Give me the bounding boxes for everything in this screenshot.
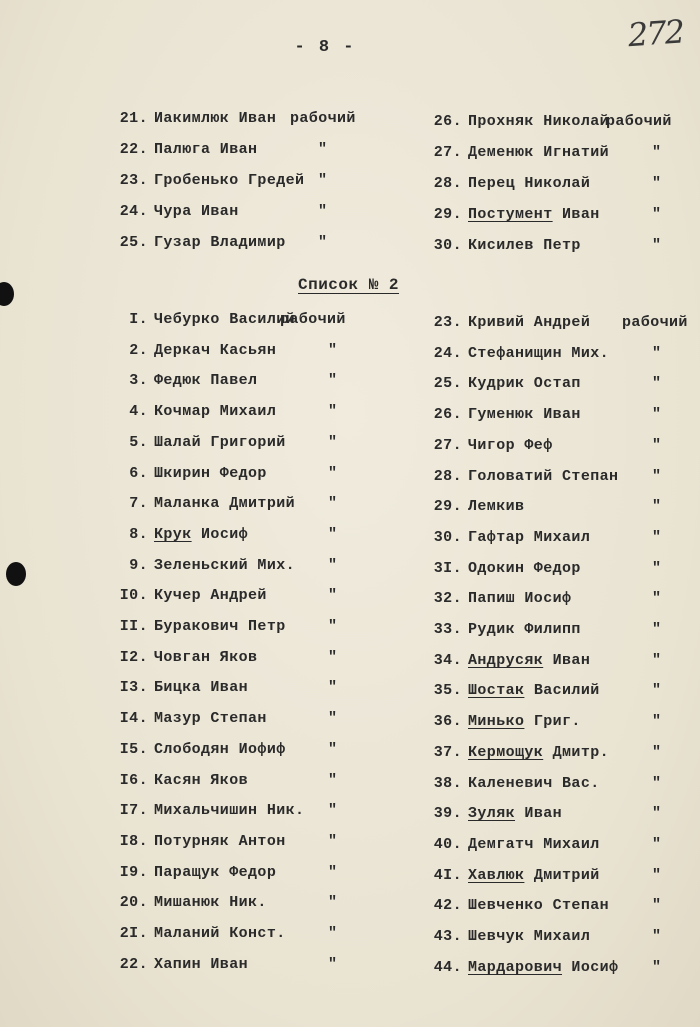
person-name: Шевченко Степан xyxy=(468,897,610,915)
item-number: I7. xyxy=(119,802,148,820)
list-item xyxy=(428,237,698,257)
underlined-surname: Крук xyxy=(154,525,192,543)
list-item xyxy=(428,345,698,365)
item-number: 9. xyxy=(129,556,148,574)
item-number: 35. xyxy=(433,682,462,700)
person-name: Маланий Конст. xyxy=(154,925,286,942)
occupation: " xyxy=(652,175,662,192)
person-name: Кривий Андрей xyxy=(468,314,591,331)
person-name: Иакимлюк Иван xyxy=(154,110,277,127)
person-name: Прохняк Николай xyxy=(468,113,610,130)
occupation: " xyxy=(328,587,338,605)
occupation: " xyxy=(652,436,662,454)
item-number: I. xyxy=(129,311,148,328)
item-number: 23. xyxy=(119,172,148,189)
occupation: " xyxy=(652,467,662,485)
person-name: Стефанищин Мих. xyxy=(468,344,610,362)
person-name xyxy=(468,652,590,669)
person-name: Хапин Иван xyxy=(154,955,249,973)
occupation: " xyxy=(328,771,338,789)
person-name: Федюк Павел xyxy=(154,372,258,390)
occupation: рабочий xyxy=(622,314,688,331)
item-number: 2I. xyxy=(119,925,148,942)
list-item xyxy=(428,621,698,641)
item-number: 26. xyxy=(433,406,462,424)
person-name: Мазур Степан xyxy=(154,710,267,728)
underlined-surname: Зуляк xyxy=(468,805,516,823)
occupation: " xyxy=(652,928,662,945)
item-number: 6. xyxy=(129,464,148,482)
person-name: Потурняк Антон xyxy=(154,832,286,850)
item-number: 27. xyxy=(433,144,462,161)
list-item xyxy=(428,406,698,426)
item-number: 25. xyxy=(433,375,462,393)
person-name: Перец Николай xyxy=(468,175,591,192)
person-name xyxy=(468,206,600,223)
list-title: Список № 2 xyxy=(298,276,400,294)
person-name: Зеленьский Мих. xyxy=(154,556,296,574)
person-name: Гафтар Михаил xyxy=(468,528,591,546)
item-number: 22. xyxy=(119,141,148,158)
list-item xyxy=(114,710,404,730)
person-name: Гробенько Гредей xyxy=(154,172,305,189)
person-name: Кучер Андрей xyxy=(154,587,267,605)
item-number: 23. xyxy=(433,314,462,331)
given-name: Дмитр. xyxy=(543,743,610,761)
underlined-surname: Кермощук xyxy=(468,743,544,761)
given-name: Иосиф xyxy=(562,958,619,976)
list-item xyxy=(114,833,404,853)
list-item xyxy=(428,928,698,948)
person-name xyxy=(468,682,600,699)
person-name: Лемкив xyxy=(468,498,525,516)
item-number: 37. xyxy=(433,743,462,761)
list-item xyxy=(428,867,698,887)
item-number: 32. xyxy=(433,590,462,608)
given-name: Василий xyxy=(524,682,600,700)
item-number: 26. xyxy=(433,113,462,130)
item-number: 34. xyxy=(433,651,462,669)
occupation: " xyxy=(652,406,662,424)
list-item xyxy=(428,468,698,488)
item-number: I5. xyxy=(119,740,148,758)
list-item xyxy=(114,172,404,192)
list-item xyxy=(114,110,404,130)
folio-number: 272 xyxy=(626,12,685,55)
person-name: Човган Яков xyxy=(154,648,258,666)
list-item xyxy=(114,679,404,699)
person-name: Касян Яков xyxy=(154,771,249,789)
list-item xyxy=(114,372,404,392)
occupation: " xyxy=(652,805,662,823)
person-name xyxy=(468,744,609,761)
occupation: рабочий xyxy=(606,113,672,130)
occupation: " xyxy=(652,590,662,608)
person-name: Чура Иван xyxy=(154,203,239,220)
person-name: Чигор Феф xyxy=(468,436,553,454)
list-item xyxy=(428,314,698,334)
person-name: Папиш Иосиф xyxy=(468,590,572,608)
list-item xyxy=(114,141,404,161)
item-number: 40. xyxy=(433,835,462,853)
underlined-surname: Постумент xyxy=(468,206,553,223)
occupation: " xyxy=(652,774,662,792)
occupation: " xyxy=(318,141,328,158)
occupation: " xyxy=(328,925,338,942)
item-number: 3I. xyxy=(433,559,462,577)
person-name: Демгатч Михаил xyxy=(468,835,600,853)
list-item xyxy=(114,342,404,362)
item-number: 21. xyxy=(119,110,148,127)
list-item xyxy=(114,587,404,607)
occupation: " xyxy=(652,743,662,761)
given-name: Дмитрий xyxy=(524,866,600,884)
list-item xyxy=(428,713,698,733)
list-item xyxy=(114,234,404,254)
occupation: " xyxy=(328,894,338,912)
occupation: рабочий xyxy=(290,110,356,127)
given-name: Иван xyxy=(543,651,591,669)
item-number: 27. xyxy=(433,436,462,454)
person-name: Шевчук Михаил xyxy=(468,928,591,945)
list-item xyxy=(428,652,698,672)
list-item xyxy=(114,465,404,485)
list-item xyxy=(114,649,404,669)
underlined-surname: Хавлюк xyxy=(468,866,525,884)
person-name: Гуменюк Иван xyxy=(468,406,581,424)
item-number: 42. xyxy=(433,897,462,915)
occupation: " xyxy=(652,621,662,638)
person-name: Шалай Григорий xyxy=(154,433,286,451)
item-number: 38. xyxy=(433,774,462,792)
item-number: II. xyxy=(119,618,148,635)
person-name: Слободян Иофиф xyxy=(154,740,286,758)
occupation: " xyxy=(328,679,338,697)
item-number: 30. xyxy=(433,237,462,254)
occupation: " xyxy=(328,372,338,390)
list-item xyxy=(114,772,404,792)
given-name: Иван xyxy=(515,805,563,823)
list-item xyxy=(428,437,698,457)
list-item xyxy=(114,526,404,546)
list-item xyxy=(428,560,698,580)
occupation: " xyxy=(652,713,662,731)
list-item xyxy=(428,113,698,133)
item-number: 24. xyxy=(119,203,148,220)
item-number: 33. xyxy=(433,621,462,638)
list-item xyxy=(114,956,404,976)
item-number: 29. xyxy=(433,498,462,516)
occupation: " xyxy=(652,835,662,853)
item-number: 4. xyxy=(129,403,148,421)
item-number: 30. xyxy=(433,528,462,546)
item-number: 36. xyxy=(433,713,462,731)
person-name xyxy=(468,959,618,976)
given-name: Иван xyxy=(552,206,600,223)
list-item xyxy=(114,434,404,454)
occupation: " xyxy=(328,863,338,881)
person-name: Михальчишин Ник. xyxy=(154,802,305,820)
person-name: Маланка Дмитрий xyxy=(154,495,296,513)
list-item xyxy=(114,925,404,945)
person-name: Кисилев Петр xyxy=(468,237,581,254)
item-number: I0. xyxy=(119,587,148,605)
list-item xyxy=(114,864,404,884)
item-number: I9. xyxy=(119,863,148,881)
occupation: " xyxy=(652,498,662,516)
person-name: Мишанюк Ник. xyxy=(154,894,267,912)
item-number: 44. xyxy=(433,958,462,976)
item-number: 28. xyxy=(433,467,462,485)
occupation: " xyxy=(652,528,662,546)
person-name: Паращук Федор xyxy=(154,863,277,881)
person-name: Деркач Касьян xyxy=(154,341,277,359)
item-number: I4. xyxy=(119,710,148,728)
list-item xyxy=(428,144,698,164)
page-number: - 8 - xyxy=(294,38,356,57)
item-number: 39. xyxy=(433,805,462,823)
list-item xyxy=(114,802,404,822)
list-item xyxy=(114,618,404,638)
person-name xyxy=(468,805,562,822)
occupation: " xyxy=(328,525,338,543)
list-item xyxy=(428,775,698,795)
occupation: " xyxy=(652,559,662,577)
occupation: " xyxy=(328,648,338,666)
person-name: Шкирин Федор xyxy=(154,464,267,482)
list-item xyxy=(428,682,698,702)
list-item xyxy=(114,741,404,761)
occupation: " xyxy=(328,802,338,820)
list-item xyxy=(114,403,404,423)
person-name: Одокин Федор xyxy=(468,559,581,577)
item-number: I3. xyxy=(119,679,148,697)
occupation: " xyxy=(328,832,338,850)
person-name: Палюга Иван xyxy=(154,141,258,158)
list-item xyxy=(428,206,698,226)
item-number: 5. xyxy=(129,433,148,451)
list-item xyxy=(114,894,404,914)
person-name: Головатий Степан xyxy=(468,467,619,485)
item-number: I2. xyxy=(119,648,148,666)
list-item xyxy=(428,590,698,610)
item-number: 29. xyxy=(433,206,462,223)
list-item xyxy=(428,529,698,549)
item-number: 3. xyxy=(129,372,148,390)
underlined-surname: Минько xyxy=(468,713,525,731)
list-item xyxy=(428,805,698,825)
underlined-surname: Шостак xyxy=(468,682,525,700)
occupation: " xyxy=(652,866,662,884)
person-name xyxy=(468,713,581,730)
occupation: " xyxy=(652,206,662,223)
person-name: Кудрик Остап xyxy=(468,375,581,393)
underlined-surname: Андрусяк xyxy=(468,651,544,669)
occupation: " xyxy=(652,237,662,254)
occupation: " xyxy=(328,740,338,758)
list-item xyxy=(428,897,698,917)
occupation: " xyxy=(328,556,338,574)
item-number: 28. xyxy=(433,175,462,192)
list-item xyxy=(114,311,404,331)
occupation: " xyxy=(328,341,338,359)
occupation: " xyxy=(652,897,662,915)
given-name: Григ. xyxy=(524,713,581,731)
person-name: Буракович Петр xyxy=(154,618,286,635)
list-item xyxy=(428,959,698,979)
person-name xyxy=(468,867,600,884)
list-item xyxy=(428,375,698,395)
item-number: 2. xyxy=(129,341,148,359)
occupation: " xyxy=(652,144,662,161)
given-name: Иосиф xyxy=(191,525,249,543)
list-item xyxy=(428,498,698,518)
occupation: " xyxy=(328,710,338,728)
occupation: " xyxy=(328,618,338,635)
item-number: 20. xyxy=(119,894,148,912)
item-number: 25. xyxy=(119,234,148,251)
occupation: " xyxy=(652,344,662,362)
occupation: рабочий xyxy=(280,311,346,328)
person-name: Рудик Филипп xyxy=(468,621,581,638)
item-number: 7. xyxy=(129,495,148,513)
list-item xyxy=(428,744,698,764)
list-item xyxy=(114,203,404,223)
person-name xyxy=(154,526,248,543)
occupation: " xyxy=(328,495,338,513)
person-name: Кочмар Михаил xyxy=(154,403,277,421)
occupation: " xyxy=(652,958,662,976)
occupation: " xyxy=(328,403,338,421)
person-name: Деменюк Игнатий xyxy=(468,144,610,161)
list-item xyxy=(114,557,404,577)
occupation: " xyxy=(318,234,328,251)
item-number: 4I. xyxy=(433,866,462,884)
punch-hole xyxy=(0,282,14,306)
occupation: " xyxy=(328,955,338,973)
person-name: Чебурко Василий xyxy=(154,311,296,328)
occupation: " xyxy=(652,682,662,700)
occupation: " xyxy=(652,375,662,393)
occupation: " xyxy=(652,651,662,669)
punch-hole xyxy=(6,562,26,586)
person-name: Каленевич Вас. xyxy=(468,774,600,792)
underlined-surname: Мардарович xyxy=(468,958,563,976)
occupation: " xyxy=(328,464,338,482)
person-name: Бицка Иван xyxy=(154,679,249,697)
item-number: 22. xyxy=(119,955,148,973)
list-item xyxy=(114,495,404,515)
occupation: " xyxy=(318,203,328,220)
occupation: " xyxy=(318,172,328,189)
occupation: " xyxy=(328,433,338,451)
item-number: 24. xyxy=(433,344,462,362)
person-name: Гузар Владимир xyxy=(154,234,286,251)
item-number: 43. xyxy=(433,928,462,945)
list-item xyxy=(428,175,698,195)
item-number: I8. xyxy=(119,832,148,850)
item-number: 8. xyxy=(129,525,148,543)
item-number: I6. xyxy=(119,771,148,789)
list-item xyxy=(428,836,698,856)
